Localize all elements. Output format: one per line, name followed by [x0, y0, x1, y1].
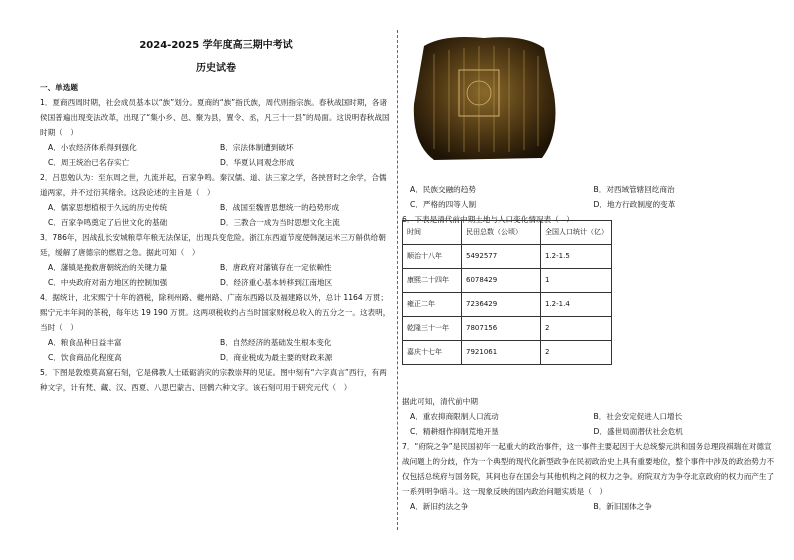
- table-header: 时间: [403, 221, 462, 245]
- question-3-options: [40, 260, 392, 290]
- table-cell: 嘉庆十七年: [403, 341, 462, 365]
- option: D．商业税成为最主要的财政来源: [220, 353, 333, 362]
- option: C．周王统治已名存实亡: [48, 158, 130, 167]
- question-1-options: [40, 140, 392, 170]
- question-6: 6．下表是清代前中期土地与人口变化情况表（ ）: [402, 215, 574, 224]
- table-row: [403, 245, 612, 269]
- question-5: 5．下图是敦煌莫高窟石刻，它是佛教人士砥砺消灾的宗教崇拜的见证。图中刻有“六字真言”西行，有两种文字，计有梵、藏、汉、西夏、八思巴蒙古、回鹘六种文字。该石刻可用于研究元代（ ）: [40, 368, 387, 392]
- table-cell: 康熙二十四年: [403, 269, 462, 293]
- table-cell: 1: [541, 269, 612, 293]
- table-cell: 雍正二年: [403, 293, 462, 317]
- question-2-options: [40, 200, 392, 230]
- section-heading: 一、单选题: [40, 83, 78, 92]
- option: B．战国至魏晋思想统一的趋势形成: [220, 203, 340, 212]
- option: D．三教合一成为当时思想文化主流: [220, 218, 340, 227]
- table-header: 民田总数（公顷）: [462, 221, 541, 245]
- option: C．百家争鸣奠定了后世文化的基础: [48, 218, 168, 227]
- option: A．藩镇是挽救唐朝统治的关键力量: [48, 263, 168, 272]
- table-row: [403, 341, 612, 365]
- data-table-wrapper: [402, 220, 612, 365]
- exam-title: 2024-2025 学年度高三期中考试: [139, 40, 293, 51]
- table-cell: 乾隆三十一年: [403, 317, 462, 341]
- option: B．新旧国体之争: [593, 502, 652, 511]
- option: D．华夏认同观念形成: [220, 158, 295, 167]
- option: A．重农抑商限制人口流动: [410, 412, 499, 421]
- table-cell: 6078429: [462, 269, 541, 293]
- column-divider: [397, 30, 398, 530]
- option: B．宗法体制遭到破坏: [220, 143, 294, 152]
- table-cell: 2: [541, 317, 612, 341]
- option: C．饮食商品化程度高: [48, 353, 122, 362]
- option: A．小农经济体系得到强化: [48, 143, 137, 152]
- table-row: [403, 317, 612, 341]
- option: A．粮食品种日益丰富: [48, 338, 122, 347]
- table-cell: 7921061: [462, 341, 541, 365]
- exam-subtitle: 历史试卷: [196, 63, 236, 74]
- option: D．地方行政制度的变革: [593, 200, 676, 209]
- option: B．社会安定促进人口增长: [593, 412, 683, 421]
- option: D．盛世局面潜伏社会危机: [593, 427, 683, 436]
- question-6-options: [402, 409, 777, 439]
- stone-inscription-image: [404, 34, 562, 164]
- table-cell: 顺治十八年: [403, 245, 462, 269]
- option: A．民族交融的趋势: [410, 185, 476, 194]
- option: B．自然经济的基础发生根本变化: [220, 338, 332, 347]
- question-6-conclusion: 据此可知，清代前中期: [402, 397, 478, 406]
- table-row: [403, 269, 612, 293]
- table-cell: 7236429: [462, 293, 541, 317]
- table-row: [403, 293, 612, 317]
- option: A．儒家思想植根于久远的历史传统: [48, 203, 168, 212]
- option: B．唐政府对藩镇存在一定依赖性: [220, 263, 332, 272]
- question-2: 2．吕思勉认为：至东周之世，九流并起，百家争鸣。秦汉儒、道、法三家之学，各挟晋时之余学，合儒道两家，并不过衍其绪余。这段论述的主旨是（ ）: [40, 173, 387, 197]
- option: B．对西域管辖回纥商治: [593, 185, 675, 194]
- land-population-table: [402, 220, 612, 365]
- option: D．经济重心基本转移到江南地区: [220, 278, 333, 287]
- option: C．中央政府对南方地区的控制加强: [48, 278, 168, 287]
- question-4-options: [40, 335, 392, 365]
- question-7-options: [402, 499, 777, 514]
- option: A．新旧约法之争: [410, 502, 469, 511]
- left-column: [40, 34, 392, 395]
- table-cell: 5492577: [462, 245, 541, 269]
- option: C．严格的四等人制: [410, 200, 477, 209]
- option: C．精耕细作抑制荒地开垦: [410, 427, 499, 436]
- question-7: 7．“府院之争”是民国初年一起重大的政治事件，这一事件主要起因于大总统黎元洪和国务总理段祺瑞在对德宣战问题上的分歧，作为一个典型的现代化新型政争在民初政治史上具有重要地位，整个事件中涉及的政治势力不仅包括总统府与国务院，其间也存在国会与其他机构之间的权力之争。府院双方为争夺北京政府的权力而产生了一系列明争暗斗。这一现象反映的国内政治问题实质是（ ）: [402, 442, 775, 496]
- table-cell: 2: [541, 341, 612, 365]
- table-cell: 7807156: [462, 317, 541, 341]
- table-header-row: [403, 221, 612, 245]
- question-1: 1．夏商西周时期，社会成员基本以“族”划分。夏商的“族”指氏族，周代则指宗族。春秋战国时期，各诸侯国普遍出现变法改革，出现了“集小乡、邑、聚为县，置令、丞，凡三十一县”的局面。这说明春秋战国时期（ ）: [40, 98, 390, 137]
- table-cell: 1.2-1.5: [541, 245, 612, 269]
- table-header: 全国人口统计（亿）: [541, 221, 612, 245]
- question-4: 4．据统计，北宋熙宁十年的酒税，除利州路、夔州路、广南东西路以及福建路以外，总计 1164 万贯；熙宁元丰年间的茶税，每年达 19 190 万贯。这两项税收约占当时国家财税总收入的五分之一。这表明，当时（ ）: [40, 293, 391, 332]
- table-cell: 1.2-1.4: [541, 293, 612, 317]
- question-3: 3．786年，因战乱长安城粮草年粮无法保证，出现兵变危险。浙江东西道节度使韩滉运米三万斛供给朝廷，缓解了唐德宗的燃眉之急。据此可知（ ）: [40, 233, 386, 257]
- question-6-continuation: [402, 394, 777, 514]
